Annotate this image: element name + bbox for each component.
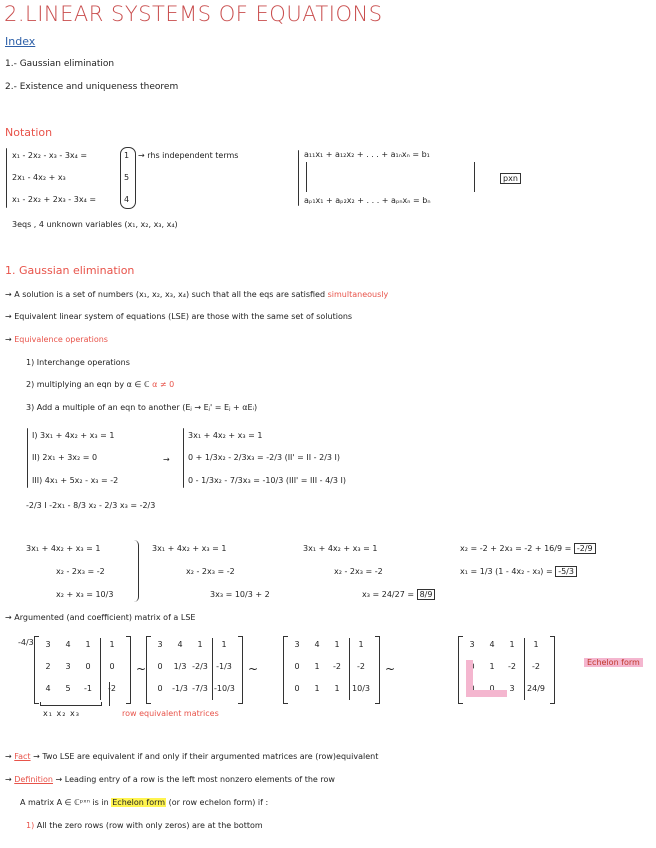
echelon-definition: A matrix A ∈ ℂᵖˣⁿ is in Echelon form (or row echelon form) if :	[20, 798, 269, 807]
operation-2: 2) multiplying an eqn by α ∈ ℂ α ≠ 0	[26, 380, 175, 389]
matrix-4-cell: 1	[509, 640, 515, 649]
operation-1: 1) Interchange operations	[26, 358, 130, 367]
system-a-2: x₂ - 2x₃ = -2	[56, 567, 105, 576]
rhs-3: 4	[124, 195, 130, 204]
system-b-2: x₂ - 2x₃ = -2	[186, 567, 235, 576]
example-brace-left	[27, 428, 28, 488]
row-equivalent-note: row equivalent matrices	[122, 709, 219, 718]
column-brace	[40, 702, 102, 706]
matrix-3-cell: 0	[294, 662, 300, 671]
matrix-2-cell: -1/3	[216, 662, 232, 671]
operation-3: 3) Add a multiple of an eqn to another (Eⱼ → Eⱼ' = Eⱼ + αEᵢ)	[26, 403, 258, 412]
system-eq-2: 2x₁ - 4x₂ + x₃	[12, 173, 66, 182]
page-title: 2.LINEAR SYSTEMS OF EQUATIONS	[4, 2, 383, 26]
matrix-4-cell: 0	[469, 662, 475, 671]
matrix-2-cell: 0	[157, 684, 163, 693]
dimension-box: pxn	[500, 173, 521, 184]
matrix-4-cell: 3	[509, 684, 515, 693]
matrix-3-right-bracket	[375, 636, 380, 704]
fact-line: → Fact → Two LSE are equivalent if and only if their argumented matrices are (row)equivalent	[5, 752, 379, 761]
matrix-3-cell: 4	[314, 640, 320, 649]
gauss-bullet-3: → Equivalence operations	[5, 335, 108, 344]
matrix-1-cell: 3	[65, 662, 71, 671]
matrix-1-cell: 3	[45, 640, 51, 649]
matrix-4-augment-bar	[524, 638, 525, 700]
system-brace	[6, 148, 7, 208]
general-eq-1: a₁₁x₁ + a₁₂x₂ + . . . + a₁ₙxₙ = b₁	[304, 150, 430, 159]
general-brace	[298, 150, 299, 206]
matrix-3-cell: 3	[294, 640, 300, 649]
matrix-4-cell: 3	[469, 640, 475, 649]
matrix-1-cell: 2	[45, 662, 51, 671]
matrix-4-cell: -2	[508, 662, 516, 671]
index-item-2: 2.- Existence and uniqueness theorem	[5, 82, 179, 92]
matrix-3-cell: 1	[334, 640, 340, 649]
matrix-2-cell: 4	[177, 640, 183, 649]
matrix-2-cell: -1/3	[172, 684, 188, 693]
gauss-heading: 1. Gaussian elimination	[5, 264, 135, 277]
matrix-4-cell: 0	[489, 684, 495, 693]
matrix-4-cell: 4	[489, 640, 495, 649]
row-equivalent-arrow	[109, 682, 111, 706]
matrix-1-cell: -2	[108, 684, 116, 693]
matrix-4-cell: -2	[532, 662, 540, 671]
column-labels: x₁ x₂ x₃	[43, 709, 80, 718]
solution-x2: x₂ = -2 + 2x₃ = -2 + 16/9 = -2/9	[460, 544, 596, 553]
matrix-4-cell: 24/9	[527, 684, 545, 693]
example-eq-1: I) 3x₁ + 4x₂ + x₃ = 1	[32, 431, 115, 440]
echelon-rule-1: 1) All the zero rows (row with only zeros) are at the bottom	[26, 821, 263, 830]
transformed-eq-3: 0 - 1/3x₂ - 7/3x₃ = -10/3 (III' = III - 4/3 I)	[188, 476, 346, 485]
gauss-bullet-2: → Equivalent linear system of equations (LSE) are those with the same set of solutions	[5, 312, 353, 321]
echelon-label: Echelon form	[584, 658, 643, 667]
system-c-2: x₂ - 2x₃ = -2	[334, 567, 383, 576]
matrix-3-cell: 0	[294, 684, 300, 693]
definition-line: → Definition → Leading entry of a row is the left most nonzero elements of the row	[5, 775, 335, 784]
matrix-3-cell: 1	[314, 662, 320, 671]
matrix-2-cell: 1/3	[173, 662, 187, 671]
matrix-1-augment-bar	[100, 638, 101, 700]
matrix-1-cell: 1	[109, 640, 115, 649]
matrix-4-cell: 0	[469, 684, 475, 693]
matrix-3-cell: -2	[357, 662, 365, 671]
transformed-eq-2: 0 + 1/3x₂ - 2/3x₃ = -2/3 (II' = II - 2/3 I)	[188, 453, 340, 462]
system-b-1: 3x₁ + 4x₂ + x₃ = 1	[152, 544, 227, 553]
system-c-1: 3x₁ + 4x₂ + x₃ = 1	[303, 544, 378, 553]
example-eq-3: III) 4x₁ + 5x₂ - x₃ = -2	[32, 476, 119, 485]
matrix-2-cell: 3	[157, 640, 163, 649]
notation-summary: 3eqs , 4 unknown variables (x₁, x₂, x₃, x₄)	[12, 220, 178, 229]
matrix-3-cell: 1	[334, 684, 340, 693]
definition-label: Definition	[14, 775, 53, 784]
rhs-note: → rhs independent terms	[138, 151, 239, 160]
row-equivalence-tilde: ~	[136, 662, 147, 676]
matrix-3-cell: 10/3	[352, 684, 370, 693]
example-eq-2: II) 2x₁ + 3x₂ = 0	[32, 453, 98, 462]
system-eq-3: x₁ - 2x₂ + 2x₃ - 3x₄ =	[12, 195, 97, 204]
matrix-4-cell: 1	[533, 640, 539, 649]
matrix-2-augment-bar	[212, 638, 213, 700]
matrix-2-cell: -10/3	[214, 684, 235, 693]
matrix-1-cell: 5	[65, 684, 71, 693]
general-bar-right	[474, 162, 475, 192]
matrix-3-cell: 1	[358, 640, 364, 649]
matrix-2-cell: 0	[157, 662, 163, 671]
augmented-heading: → Argumented (and coefficient) matrix of a LSE	[5, 613, 196, 622]
solution-x1: x₁ = 1/3 (1 - 4x₂ - x₃) = -5/3	[460, 567, 577, 576]
matrix-1-prefix: -4/3	[18, 638, 34, 647]
matrix-1-cell: 0	[109, 662, 115, 671]
matrix-3-augment-bar	[349, 638, 350, 700]
system-a-3: x₂ + x₃ = 10/3	[56, 590, 114, 599]
matrix-3-cell: -2	[333, 662, 341, 671]
row-equivalence-tilde: ~	[385, 662, 396, 676]
system-eq-1: x₁ - 2x₂ - x₃ - 3x₄ =	[12, 151, 88, 160]
matrix-4-cell: 1	[489, 662, 495, 671]
matrix-1-cell: 1	[85, 640, 91, 649]
index-heading: Index	[5, 35, 36, 48]
matrix-1-cell: 4	[45, 684, 51, 693]
matrix-2-cell: -2/3	[192, 662, 208, 671]
system-c-3: x₃ = 24/27 = 8/9	[362, 590, 435, 599]
general-eq-2: aₚ₁x₁ + aₚ₂x₂ + . . . + aₚₙxₙ = bₙ	[304, 196, 431, 205]
system-b-3: 3x₃ = 10/3 + 2	[210, 590, 270, 599]
general-bar-left	[306, 162, 307, 192]
matrix-2-cell: 1	[197, 640, 203, 649]
side-note: -2/3 I -2x₁ - 8/3 x₂ - 2/3 x₃ = -2/3	[26, 501, 156, 510]
matrix-3-cell: 1	[314, 684, 320, 693]
example-brace-right	[183, 428, 184, 488]
matrix-1-cell: 0	[85, 662, 91, 671]
index-item-1: 1.- Gaussian elimination	[5, 59, 115, 69]
matrix-2-right-bracket	[238, 636, 243, 704]
system-a-1: 3x₁ + 4x₂ + x₃ = 1	[26, 544, 101, 553]
row-equivalence-tilde: ~	[248, 662, 259, 676]
notation-heading: Notation	[5, 126, 53, 139]
echelon-highlight	[466, 660, 507, 697]
matrix-1-right-bracket	[126, 636, 131, 704]
matrix-1-cell: 4	[65, 640, 71, 649]
fact-label: Fact	[14, 752, 31, 761]
rhs-2: 5	[124, 173, 130, 182]
transform-arrow: →	[163, 455, 170, 464]
system-a-brace	[134, 540, 139, 602]
rhs-1: 1	[124, 151, 130, 160]
matrix-1-cell: -1	[84, 684, 92, 693]
matrix-2-cell: -7/3	[192, 684, 208, 693]
transformed-eq-1: 3x₁ + 4x₂ + x₃ = 1	[188, 431, 263, 440]
gauss-bullet-1: → A solution is a set of numbers (x₁, x₂, x₃, x₄) such that all the eqs are satisfied simultaneously	[5, 290, 389, 299]
matrix-2-cell: 1	[221, 640, 227, 649]
matrix-4-right-bracket	[550, 636, 555, 704]
